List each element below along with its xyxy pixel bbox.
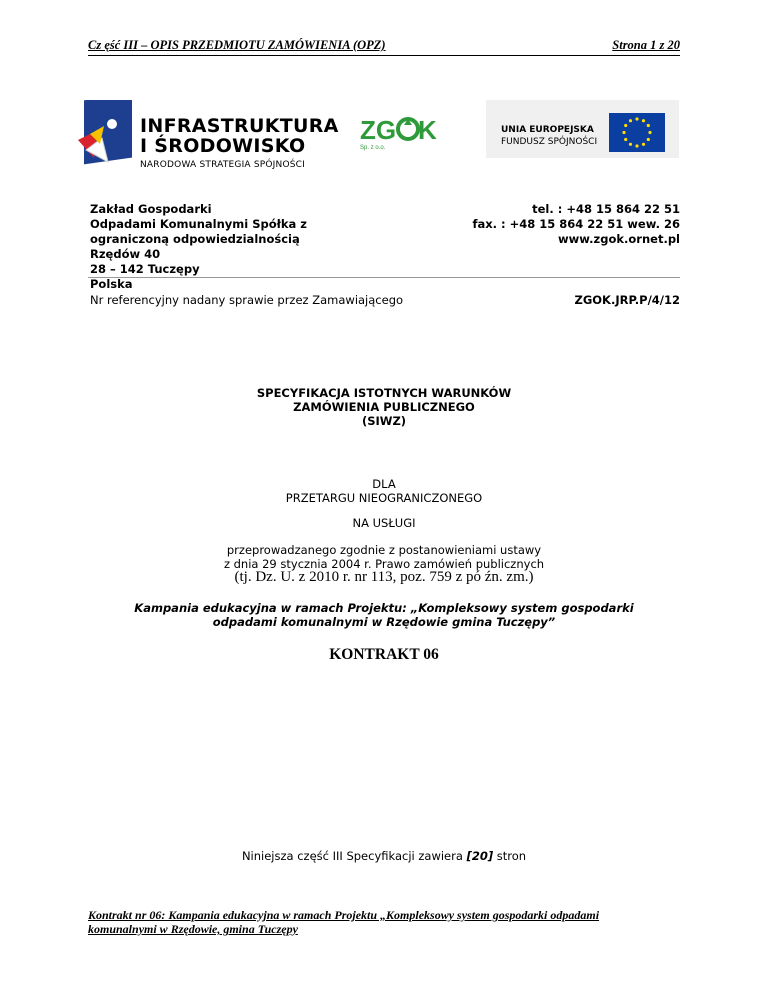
address-line: Odpadami Komunalnymi Spółka z (90, 217, 307, 231)
svg-text:K: K (418, 115, 437, 145)
contract-number: KONTRAKT 06 (329, 646, 439, 663)
infra-subtitle: NARODOWA STRATEGIA SPÓJNOŚCI (140, 160, 305, 170)
page-count-after: stron (493, 849, 527, 863)
address-line: Zakład Gospodarki (90, 202, 212, 216)
page-header-title: Cz ęść III – OPIS PRZEDMIOTU ZAMÓWIENIA (OPZ) (88, 38, 386, 52)
title-line: SPECYFIKACJA ISTOTNYCH WARUNKÓW (256, 386, 512, 400)
procedure-type (88, 477, 680, 505)
address-line: ograniczoną odpowiedzialnością (90, 232, 300, 246)
campaign-title (88, 601, 680, 629)
campaign-line: odpadami komunalnymi w Rzędowie gmina Tuczępy” (212, 615, 556, 629)
company-contact (472, 202, 680, 247)
footer-line: komunalnymi w Rzędowie, gmina Tuczępy (88, 922, 298, 936)
contact-fax: fax. : +48 15 864 22 51 wew. 26 (472, 217, 680, 231)
page-count-before: Niniejsza część III Specyfikacji zawiera (241, 849, 467, 863)
document-title (88, 386, 680, 428)
dla-line: PRZETARGU NIEOGRANICZONEGO (285, 491, 483, 505)
address-line: Polska (90, 277, 133, 291)
title-line: ZAMÓWIENIA PUBLICZNEGO (293, 400, 475, 414)
address-line: Rzędów 40 (90, 247, 161, 261)
header-rule (88, 55, 680, 56)
contract-subject: NA USŁUGI (352, 516, 416, 530)
address-line: 28 – 142 Tuczępy (90, 262, 200, 276)
legal-line: z dnia 29 stycznia 2004 r. Prawo zamówień publicznych (223, 557, 545, 571)
title-line: (SIWZ) (361, 414, 407, 428)
eu-line2: FUNDUSZ SPÓJNOŚCI (501, 137, 598, 147)
infrastruktura-emblem-icon (72, 100, 142, 170)
infra-title-2: I ŚRODOWISKO (140, 135, 306, 157)
dla-line: DLA (372, 477, 396, 491)
eu-line1: UNIA EUROPEJSKA (501, 125, 594, 135)
page-number: Strona 1 z 20 (612, 38, 680, 52)
infrastruktura-text (140, 116, 339, 170)
eu-logo-text (501, 124, 597, 148)
zgok-sub: Sp. z o.o. (360, 145, 386, 151)
legal-line: przeprowadzanego zgodnie z postanowieniami ustawy (226, 543, 542, 557)
eu-flag-icon (609, 113, 665, 152)
contact-phone: tel. : +48 15 864 22 51 (532, 202, 680, 216)
address-divider (88, 277, 680, 278)
zgok-logo (360, 113, 450, 153)
journal-citation: (tj. Dz. U. z 2010 r. nr 113, poz. 759 z pó źn. zm.) (234, 569, 534, 585)
contact-website: www.zgok.ornet.pl (558, 232, 680, 246)
reference-number: ZGOK.JRP.P/4/12 (574, 293, 680, 307)
legal-basis (88, 543, 680, 571)
reference-label: Nr referencyjny nadany sprawie przez Zamawiającego (90, 293, 404, 307)
footer-line: Kontrakt nr 06: Kampania edukacyjna w ramach Projektu „Kompleksowy system gospodarki odpadami (88, 908, 600, 922)
page-count-note (88, 849, 680, 863)
page-footer (88, 908, 680, 936)
zgok-logo-text: ZG (360, 115, 397, 145)
company-address (90, 202, 307, 292)
infra-title-1: INFRASTRUKTURA (140, 115, 339, 137)
page-count-value: [20] (466, 849, 494, 863)
campaign-line: Kampania edukacyjna w ramach Projektu: „Kompleksowy system gospodarki (134, 601, 634, 615)
